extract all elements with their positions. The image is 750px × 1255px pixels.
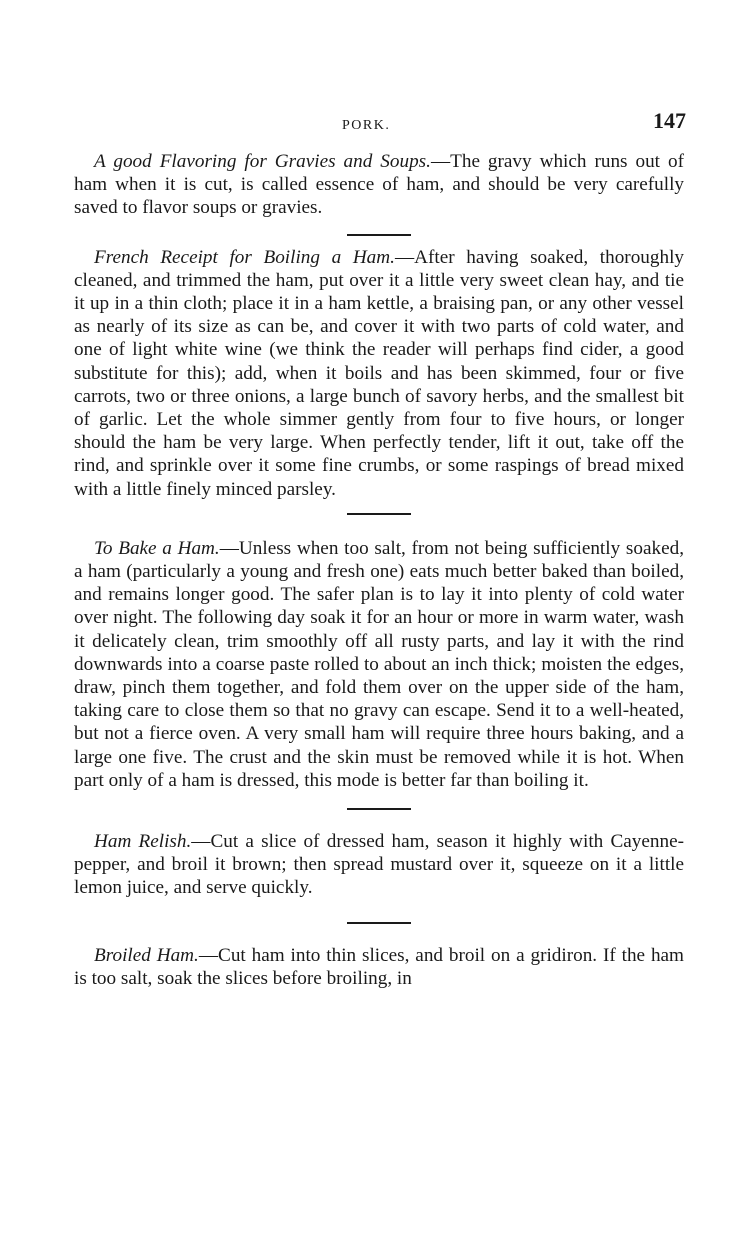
recipe-paragraph [74,150,684,220]
recipe-title: Broiled Ham. [94,944,199,966]
section-divider [347,513,411,515]
recipe-paragraph [74,537,684,792]
recipe-paragraph [74,830,684,900]
section-divider [347,808,411,810]
recipe-title: French Receipt for Boiling a Ham. [94,246,395,268]
page-body [74,150,684,990]
section-divider [347,922,411,924]
page-header [0,108,750,138]
page-number: 147 [653,108,686,133]
recipe-text: —After having soaked, thoroughly cleaned, and trimmed the ham, put over it a little very sweet clean hay, and tie it up in a thin cloth; place it in a ham kettle, a braising pan, or any other vessel as nearly of its size as can be, and cover it with two parts of cold water, and one of light white wine (we think the reader will perhaps find cider, a good substitute for this); add, when it boils and has been skimmed, four or five carrots, two or three onions, a large bunch of savory herbs, and the smallest bit of garlic. Let the whole simmer gently from four to five hours, or longer should the ham be very large. When perfectly tender, lift it out, take off the rind, and sprinkle over it some fine crumbs, or some raspings of bread mixed with a little finely minced parsley. [74,246,684,500]
recipe-paragraph [74,246,684,501]
recipe-paragraph [74,944,684,990]
recipe-text: —Cut a slice of dressed ham, season it highly with Cayenne-pepper, and broil it brown; then spread mustard over it, squeeze on it a little lemon juice, and serve quickly. [74,831,684,899]
recipe-title: Ham Relish. [94,831,192,853]
recipe-text: —Cut ham into thin slices, and broil on a gridiron. If the ham is too salt, soak the slices before broiling, in [74,944,684,989]
recipe-text: —Unless when too salt, from not being sufficiently soaked, a ham (particularly a young and fresh one) eats much better baked than boiled, and remains longer good. The safer plan is to lay it into plenty of cold water over night. The following day soak it for an hour or more in warm water, wash it delicately clean, trim smoothly off all rusty parts, and lay it with the rind downwards into a coarse paste rolled to about an inch thick; moisten the edges, draw, pinch them together, and fold them over on the upper side of the ham, taking care to close them so that no gravy can escape. Send it to a well-heated, but not a fierce oven. A very small ham will require three hours baking, and a large one five. The crust and the skin must be removed while it is hot. When part only of a ham is dressed, this mode is better far than boiling it. [74,537,684,791]
running-title: PORK. [342,118,391,133]
recipe-title: To Bake a Ham. [94,537,220,559]
recipe-title: A good Flavoring for Gravies and Soups. [94,151,431,172]
section-divider [347,234,411,236]
recipe-text: —The gravy which runs out of ham when it is cut, is called essence of ham, and should be very carefully saved to flavor soups or gravies. [74,151,684,219]
